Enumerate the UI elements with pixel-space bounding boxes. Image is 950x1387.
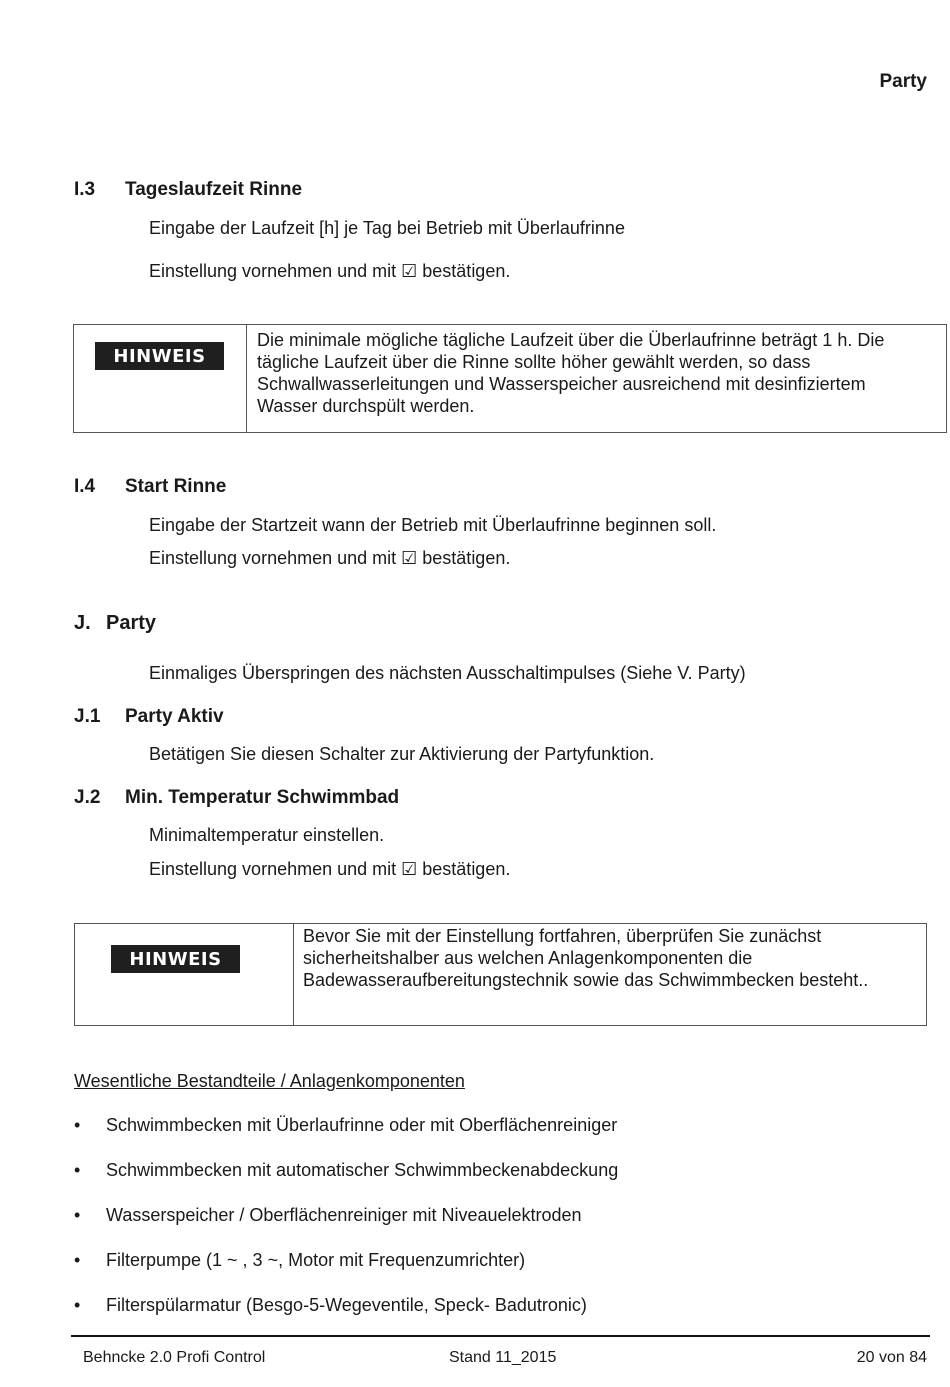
section-title-j2: Min. Temperatur Schwimmbad — [125, 787, 400, 808]
footer-product: Behncke 2.0 Profi Control — [83, 1349, 266, 1366]
footer-divider — [71, 1335, 930, 1337]
j2-instruction: Einstellung vornehmen und mit ☑ bestätigen. — [149, 859, 511, 879]
bullet-icon: • — [74, 1295, 81, 1315]
i3-description: Eingabe der Laufzeit [h] je Tag bei Betrieb mit Überlaufrinne — [149, 218, 625, 238]
notice-box-2 — [74, 923, 927, 1026]
components-heading: Wesentliche Bestandteile / Anlagenkomponenten — [74, 1071, 465, 1091]
notice-line: sicherheitshalber aus welchen Anlagenkomponenten die — [303, 948, 753, 968]
list-item-text: Wasserspeicher / Oberflächenreiniger mit Niveauelektroden — [106, 1205, 582, 1225]
footer-version: Stand 11_2015 — [449, 1349, 557, 1366]
i3-instruction: Einstellung vornehmen und mit ☑ bestätigen. — [149, 261, 511, 281]
notice-line: Schwallwasserleitungen und Wasserspeicher ausreichend mit desinfiziertem — [257, 374, 866, 394]
chapter-title-party: Party — [106, 612, 157, 634]
section-title-i3: Tageslaufzeit Rinne — [125, 179, 303, 200]
j2-description: Minimaltemperatur einstellen. — [149, 825, 385, 845]
bullet-icon: • — [74, 1250, 81, 1270]
hinweis-badge: HINWEIS — [95, 342, 224, 370]
section-number-i4: I.4 — [74, 476, 96, 497]
footer-page-number: 20 von 84 — [856, 1349, 927, 1366]
i4-description: Eingabe der Startzeit wann der Betrieb mit Überlaufrinne beginnen soll. — [149, 515, 717, 535]
hinweis-badge: HINWEIS — [111, 945, 240, 973]
j1-description: Betätigen Sie diesen Schalter zur Aktivierung der Partyfunktion. — [149, 744, 655, 764]
party-intro: Einmaliges Überspringen des nächsten Ausschaltimpulses (Siehe V. Party) — [149, 663, 746, 683]
notice-line: Wasser durchspült werden. — [257, 396, 475, 416]
bullet-icon: • — [74, 1115, 81, 1135]
notice-box-1 — [73, 324, 947, 433]
section-title-i4: Start Rinne — [125, 476, 227, 497]
chapter-number-j: J. — [74, 612, 91, 634]
notice-2-text — [303, 925, 868, 991]
section-title-j1: Party Aktiv — [125, 706, 224, 727]
list-item-text: Schwimmbecken mit Überlaufrinne oder mit Oberflächenreiniger — [106, 1115, 618, 1135]
list-item-text: Schwimmbecken mit automatischer Schwimmbeckenabdeckung — [106, 1160, 619, 1180]
bullet-icon: • — [74, 1205, 81, 1225]
list-item-text: Filterspülarmatur (Besgo-5-Wegeventile, Speck- Badutronic) — [106, 1295, 587, 1315]
notice-line: tägliche Laufzeit über die Rinne sollte höher gewählt werden, so dass — [257, 352, 811, 372]
notice-line: Bevor Sie mit der Einstellung fortfahren, überprüfen Sie zunächst — [303, 926, 822, 946]
section-number-j2: J.2 — [74, 787, 101, 808]
bullet-icon: • — [74, 1160, 81, 1180]
list-item-text: Filterpumpe (1 ~ , 3 ~, Motor mit Frequenzumrichter) — [106, 1250, 526, 1270]
notice-line: Die minimale mögliche tägliche Laufzeit über die Überlaufrinne beträgt 1 h. Die — [257, 330, 885, 350]
section-number-i3: I.3 — [74, 179, 96, 200]
page-header-title: Party — [879, 71, 927, 92]
notice-line: Badewasseraufbereitungstechnik sowie das Schwimmbecken besteht.. — [303, 970, 869, 990]
notice-divider — [293, 924, 294, 1025]
i4-instruction: Einstellung vornehmen und mit ☑ bestätigen. — [149, 548, 511, 568]
notice-1-text — [257, 329, 884, 417]
notice-divider — [246, 325, 247, 432]
section-number-j1: J.1 — [74, 706, 101, 727]
